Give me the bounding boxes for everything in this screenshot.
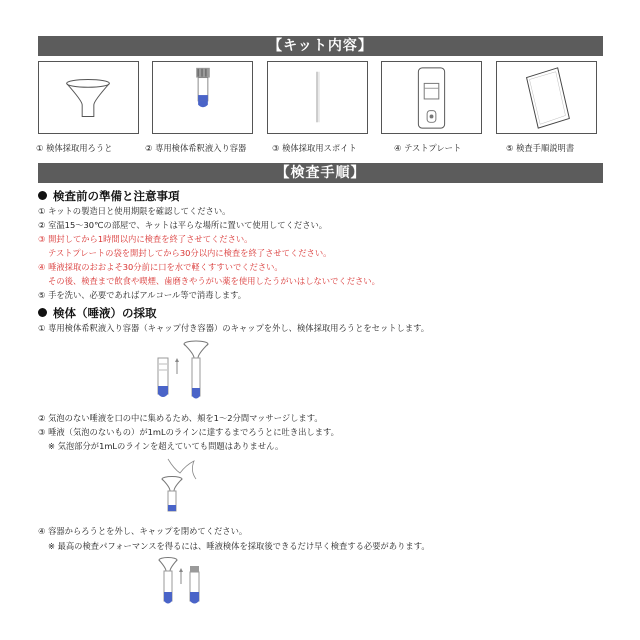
prep-line-4-sub: その後、検査まで飲食や喫煙、歯磨きやうがい薬を使用したうがいはしないでください。	[48, 276, 380, 286]
collect-step-2: ② 気泡のない唾液を口の中に集めるため、頬を1～2分間マッサージします。	[38, 413, 323, 423]
kit-label-instruction: ⑤ 検査手順説明書	[506, 143, 575, 153]
prep-line-3-sub: テストプレートの袋を開封してから30分以内に検査を終了させてください。	[48, 248, 332, 258]
kit-item-dropper	[267, 61, 368, 134]
figure-funnel-setup	[150, 340, 220, 402]
prep-line-3: ③ 開封してから1時間以内に検査を終了させてください。	[38, 234, 253, 244]
instruction-sheet-icon	[497, 62, 596, 133]
kit-label-tube: ② 専用検体希釈液入り容器	[145, 143, 247, 153]
funnel-icon	[39, 62, 138, 133]
kit-item-tube	[152, 61, 253, 134]
bullet-icon	[38, 191, 47, 200]
prep-line-1: ① キットの製造日と使用期限を確認してください。	[38, 206, 231, 216]
kit-label-funnel: ① 検体採取用ろうと	[36, 143, 113, 153]
prep-line-5: ⑤ 手を洗い、必要であればアルコール等で消毒します。	[38, 290, 247, 300]
dilution-tube-icon	[153, 62, 252, 133]
collect-step-3-note: ※ 気泡部分が1mLのラインを超えていても問題はありません。	[48, 441, 284, 451]
kit-item-test-plate	[381, 61, 482, 134]
bullet-icon	[38, 308, 47, 317]
kit-label-test-plate: ④ テストプレート	[394, 143, 462, 153]
kit-label-dropper: ③ 検体採取用スポイト	[272, 143, 357, 153]
procedure-banner	[38, 163, 603, 183]
procedure-title: 【検査手順】	[275, 165, 366, 181]
collect-step-4: ④ 容器からろうとを外し、キャップを閉めてください。	[38, 526, 248, 536]
kit-contents-banner	[38, 36, 603, 56]
test-plate-icon	[382, 62, 481, 133]
kit-item-instruction	[496, 61, 597, 134]
prep-line-2: ② 室温15～30℃の部屋で、キットは平らな場所に置いて使用してください。	[38, 220, 328, 230]
collect-step-1: ① 専用検体希釈液入り容器（キャップ付き容器）のキャップを外し、検体採取用ろうとをセットします。	[38, 323, 430, 333]
prep-heading: 検査前の準備と注意事項	[38, 188, 180, 204]
kit-item-funnel	[38, 61, 139, 134]
kit-contents-title: 【キット内容】	[268, 38, 373, 54]
figure-cap-closing	[150, 556, 220, 608]
collect-heading: 検体（唾液）の採取	[38, 305, 157, 321]
dropper-icon	[268, 62, 367, 133]
collect-step-3: ③ 唾液（気泡のないもの）が1mLのラインに達するまでろうとに吐き出します。	[38, 427, 339, 437]
prep-line-4: ④ 唾液採取のおおよそ30分前に口を水で軽くすすいでください。	[38, 262, 283, 272]
figure-saliva-collection	[150, 455, 210, 517]
collect-step-4-note: ※ 最高の検査パフォーマンスを得るには、唾液検体を採取後できるだけ早く検査する必要があります。	[48, 541, 430, 551]
